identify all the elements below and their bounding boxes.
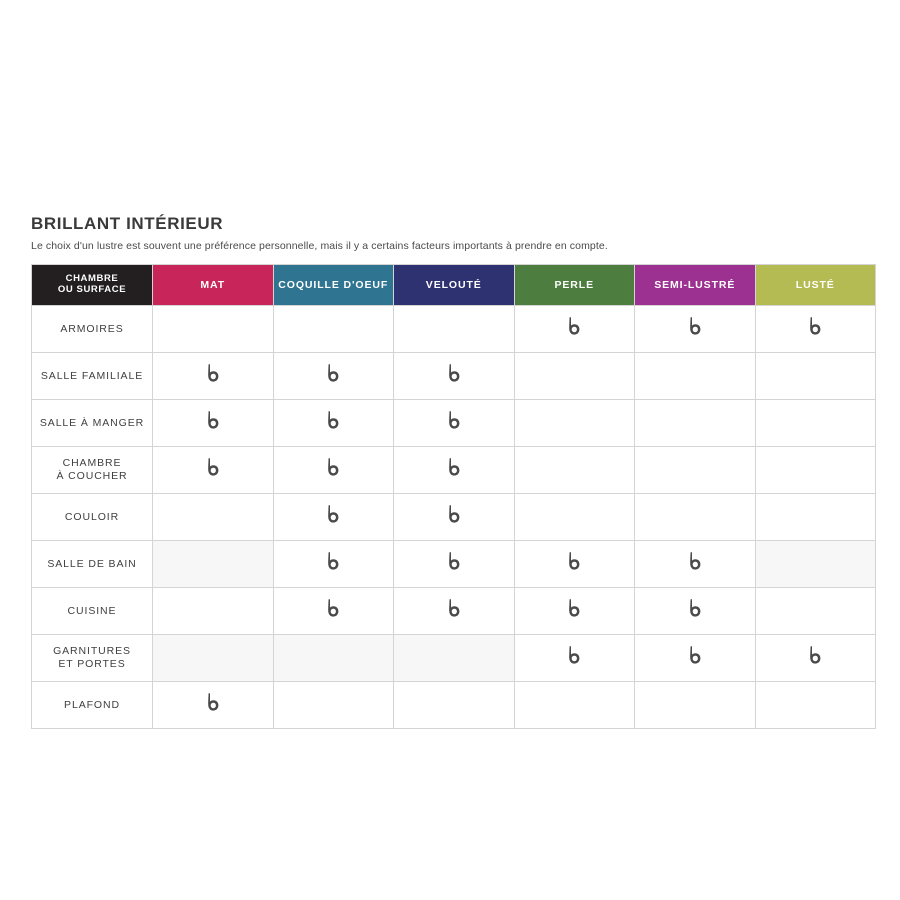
paint-drop-icon bbox=[686, 645, 704, 667]
cell-7-4 bbox=[635, 635, 756, 682]
row-label-line1: CUISINE bbox=[67, 604, 117, 617]
page-subtitle: Le choix d'un lustre est souvent une préférence personnelle, mais il y a certains facteurs importants à prendre en compte. bbox=[31, 240, 608, 252]
page-title: BRILLANT INTÉRIEUR bbox=[31, 214, 224, 233]
cell-4-4 bbox=[635, 494, 756, 541]
cell-8-1 bbox=[273, 682, 394, 729]
table-body bbox=[32, 306, 876, 729]
cell-5-3 bbox=[514, 541, 635, 588]
cell-8-0 bbox=[153, 682, 274, 729]
cell-2-0 bbox=[153, 400, 274, 447]
paint-drop-icon bbox=[324, 363, 342, 385]
cell-0-3 bbox=[514, 306, 635, 353]
paint-drop-icon bbox=[565, 645, 583, 667]
paint-drop-icon bbox=[445, 598, 463, 620]
row-label-line1: PLAFOND bbox=[64, 698, 120, 711]
paint-drop-icon bbox=[324, 504, 342, 526]
paint-drop-icon bbox=[445, 457, 463, 479]
table-row bbox=[32, 588, 876, 635]
row-label-line1: ARMOIRES bbox=[60, 322, 124, 335]
corner-header-line1: CHAMBRE bbox=[65, 273, 119, 285]
cell-3-1 bbox=[273, 447, 394, 494]
cell-4-1 bbox=[273, 494, 394, 541]
cell-1-2 bbox=[394, 353, 515, 400]
cell-5-4 bbox=[635, 541, 756, 588]
paint-drop-icon bbox=[445, 410, 463, 432]
row-label-line1: CHAMBRE bbox=[62, 457, 122, 470]
column-header-coquille-doeuf: COQUILLE D'OEUF bbox=[273, 265, 394, 306]
row-label-line1: SALLE À MANGER bbox=[39, 416, 145, 429]
cell-4-0 bbox=[153, 494, 274, 541]
cell-7-3 bbox=[514, 635, 635, 682]
row-label bbox=[32, 588, 153, 635]
cell-5-1 bbox=[273, 541, 394, 588]
table-row bbox=[32, 541, 876, 588]
cell-5-0 bbox=[153, 541, 274, 588]
paint-drop-icon bbox=[806, 316, 824, 338]
row-label-line1: SALLE DE BAIN bbox=[47, 557, 137, 570]
cell-6-0 bbox=[153, 588, 274, 635]
cell-3-4 bbox=[635, 447, 756, 494]
row-label-line1: GARNITURES bbox=[53, 645, 131, 658]
cell-2-5 bbox=[755, 400, 876, 447]
paint-drop-icon bbox=[204, 363, 222, 385]
cell-0-0 bbox=[153, 306, 274, 353]
cell-7-1 bbox=[273, 635, 394, 682]
table-row bbox=[32, 400, 876, 447]
cell-3-0 bbox=[153, 447, 274, 494]
cell-4-5 bbox=[755, 494, 876, 541]
column-header-luste: LUSTÉ bbox=[755, 265, 876, 306]
table-row bbox=[32, 306, 876, 353]
cell-0-2 bbox=[394, 306, 515, 353]
corner-header-line2: OU SURFACE bbox=[57, 284, 127, 295]
cell-6-1 bbox=[273, 588, 394, 635]
cell-5-2 bbox=[394, 541, 515, 588]
table-row bbox=[32, 494, 876, 541]
paint-drop-icon bbox=[686, 551, 704, 573]
row-label bbox=[32, 353, 153, 400]
cell-2-4 bbox=[635, 400, 756, 447]
cell-6-4 bbox=[635, 588, 756, 635]
cell-6-3 bbox=[514, 588, 635, 635]
paint-drop-icon bbox=[445, 504, 463, 526]
interior-gloss-table bbox=[31, 264, 876, 729]
column-header-semi-lustre: SEMI-LUSTRÉ bbox=[635, 265, 756, 306]
cell-4-3 bbox=[514, 494, 635, 541]
paint-drop-icon bbox=[204, 457, 222, 479]
row-label bbox=[32, 447, 153, 494]
paint-drop-icon bbox=[324, 551, 342, 573]
column-header-veloute: VELOUTÉ bbox=[394, 265, 515, 306]
cell-8-2 bbox=[394, 682, 515, 729]
row-label bbox=[32, 541, 153, 588]
table-row bbox=[32, 353, 876, 400]
paint-drop-icon bbox=[686, 598, 704, 620]
row-label bbox=[32, 682, 153, 729]
header-row bbox=[32, 265, 876, 306]
paint-drop-icon bbox=[204, 692, 222, 714]
cell-1-1 bbox=[273, 353, 394, 400]
paint-drop-icon bbox=[204, 410, 222, 432]
row-label-line1: COULOIR bbox=[64, 510, 120, 523]
table-row bbox=[32, 635, 876, 682]
cell-2-1 bbox=[273, 400, 394, 447]
cell-7-0 bbox=[153, 635, 274, 682]
column-header-perle: PERLE bbox=[514, 265, 635, 306]
row-label-line2: À COUCHER bbox=[56, 470, 128, 482]
row-label bbox=[32, 494, 153, 541]
row-label-line1: SALLE FAMILIALE bbox=[40, 369, 144, 382]
paint-drop-icon bbox=[686, 316, 704, 338]
cell-6-2 bbox=[394, 588, 515, 635]
cell-3-3 bbox=[514, 447, 635, 494]
cell-1-3 bbox=[514, 353, 635, 400]
cell-4-2 bbox=[394, 494, 515, 541]
cell-8-4 bbox=[635, 682, 756, 729]
paint-drop-icon bbox=[565, 598, 583, 620]
cell-3-5 bbox=[755, 447, 876, 494]
table-header bbox=[32, 265, 876, 306]
column-header-mat: MAT bbox=[153, 265, 274, 306]
table-row bbox=[32, 682, 876, 729]
paint-drop-icon bbox=[324, 598, 342, 620]
gloss-chart-block bbox=[31, 214, 876, 729]
row-label bbox=[32, 306, 153, 353]
cell-0-4 bbox=[635, 306, 756, 353]
cell-1-0 bbox=[153, 353, 274, 400]
cell-2-2 bbox=[394, 400, 515, 447]
paint-drop-icon bbox=[445, 551, 463, 573]
paint-drop-icon bbox=[324, 457, 342, 479]
cell-3-2 bbox=[394, 447, 515, 494]
row-label bbox=[32, 635, 153, 682]
paint-drop-icon bbox=[445, 363, 463, 385]
cell-0-1 bbox=[273, 306, 394, 353]
cell-8-5 bbox=[755, 682, 876, 729]
paint-drop-icon bbox=[565, 551, 583, 573]
paint-drop-icon bbox=[324, 410, 342, 432]
table-row bbox=[32, 447, 876, 494]
cell-2-3 bbox=[514, 400, 635, 447]
paint-drop-icon bbox=[565, 316, 583, 338]
cell-6-5 bbox=[755, 588, 876, 635]
cell-7-2 bbox=[394, 635, 515, 682]
row-label-line2: ET PORTES bbox=[58, 658, 126, 670]
cell-5-5 bbox=[755, 541, 876, 588]
cell-7-5 bbox=[755, 635, 876, 682]
cell-8-3 bbox=[514, 682, 635, 729]
corner-header bbox=[32, 265, 153, 306]
paint-drop-icon bbox=[806, 645, 824, 667]
cell-1-4 bbox=[635, 353, 756, 400]
row-label bbox=[32, 400, 153, 447]
cell-0-5 bbox=[755, 306, 876, 353]
cell-1-5 bbox=[755, 353, 876, 400]
